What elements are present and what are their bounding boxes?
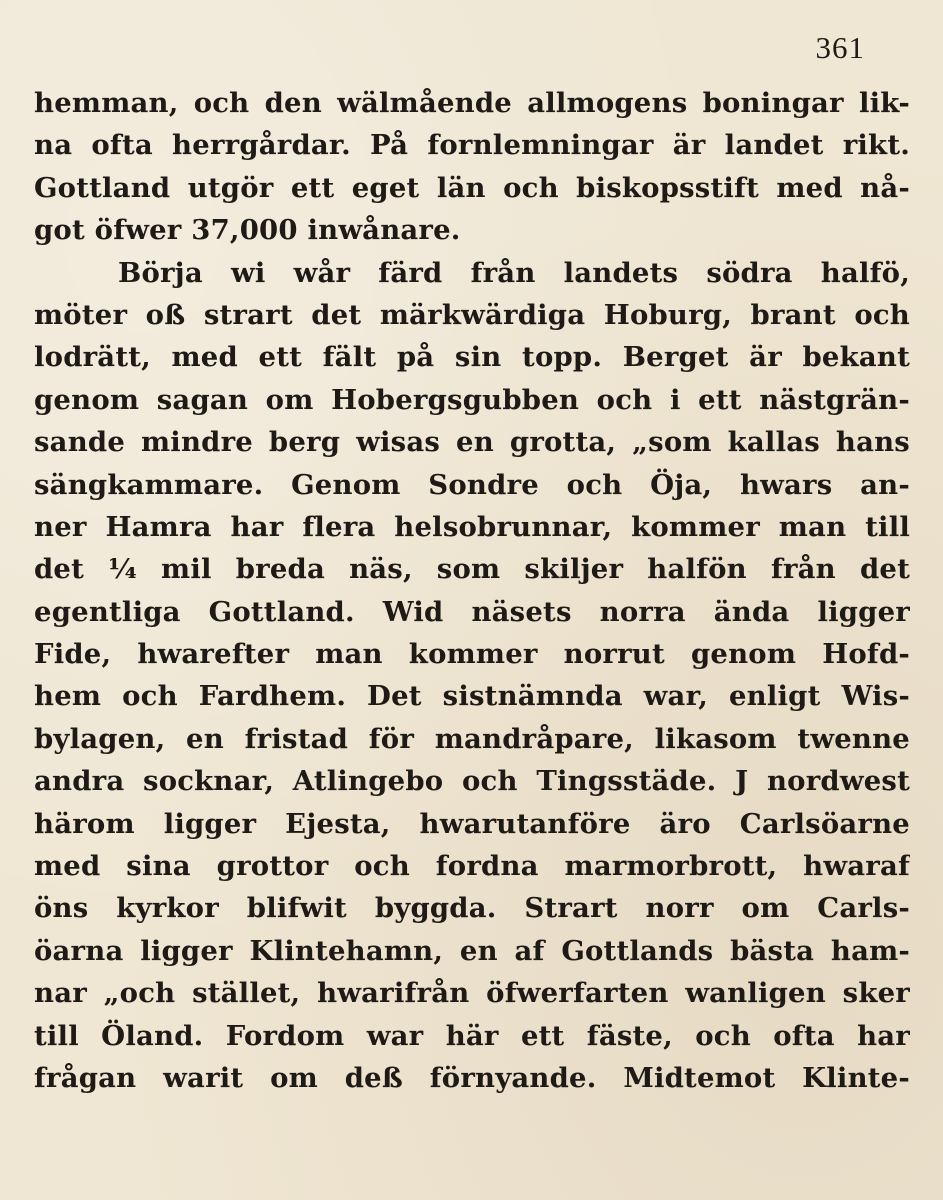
text-line-23: till Öland. Fordom war här ett fäste, och ofta har [34, 1019, 910, 1052]
text-line-7: lodrätt, med ett fält på sin topp. Berget är bekant [34, 341, 910, 374]
text-line-21: öarna ligger Klintehamn, en af Gottlands bästa ham- [34, 934, 910, 967]
text-line-2: na ofta herrgårdar. På fornlemningar är landet rikt. [34, 129, 910, 162]
text-line-19: med sina grottor och fordna marmorbrott, hwaraf [34, 850, 910, 883]
text-line-18: härom ligger Ejesta, hwarutanföre äro Carlsöarne [34, 807, 910, 840]
text-line-4: got öfwer 37,000 inwånare. [34, 214, 461, 247]
text-line-1: hemman, och den wälmående allmogens boningar lik- [34, 87, 910, 119]
text-line-16: bylagen, en fristad för mandråpare, likasom twenne [34, 722, 910, 755]
text-line-13: egentliga Gottland. Wid näsets norra ända ligger [34, 595, 910, 628]
text-line-24: frågan warit om deß förnyande. Midtemot Klinte- [34, 1061, 910, 1094]
text-line-8: genom sagan om Hobergsgubben och i ett nästgrän- [34, 383, 910, 416]
body-text [34, 82, 910, 1099]
text-line-10: sängkammare. Genom Sondre och Öja, hwars an- [34, 468, 910, 501]
text-line-20: öns kyrkor blifwit byggda. Strart norr om Carls- [34, 892, 910, 925]
text-line-11: ner Hamra har flera helsobrunnar, kommer man till [34, 510, 910, 543]
text-line-14: Fide, hwarefter man kommer norrut genom Hofd- [34, 638, 910, 671]
text-line-9: sande mindre berg wisas en grotta, „som kallas hans [34, 426, 910, 459]
text-line-3: Gottland utgör ett eget län och biskopsstift med nå- [34, 171, 910, 204]
text-line-17: andra socknar, Atlingebo och Tingsstäde. J nordwest [34, 765, 910, 798]
text-line-5: Börja wi wår färd från landets södra halfö, [118, 256, 910, 289]
text-line-15: hem och Fardhem. Det sistnämnda war, enligt Wis- [34, 680, 910, 713]
page-number: 361 [815, 30, 865, 65]
text-line-6: möter oß strart det märkwärdiga Hoburg, brant och [34, 298, 910, 331]
text-line-22: nar „och stället, hwarifrån öfwerfarten wanligen sker [34, 977, 910, 1010]
text-line-12: det ¼ mil breda näs, som skiljer halfön från det [34, 553, 910, 586]
